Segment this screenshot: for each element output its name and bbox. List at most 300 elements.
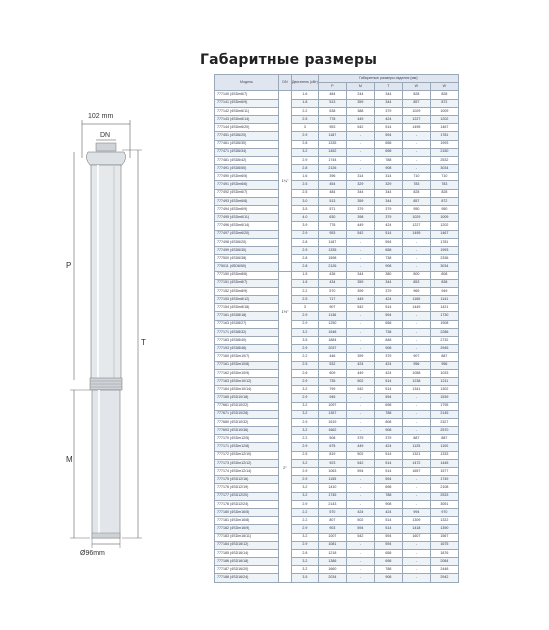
value-cell: 1730 [430,312,458,320]
value-cell: - [346,255,374,263]
value-cell: - [402,410,430,418]
value-cell: 828 [430,91,458,99]
value-cell: 502 [346,451,374,459]
value-cell: 542 [346,459,374,467]
value-cell: 630 [318,214,346,222]
table-row [215,402,459,410]
value-cell: 1009 [430,107,458,115]
value-cell: 3.2 [292,558,319,566]
table-row [215,181,459,189]
value-cell: 424 [374,443,402,451]
table-row [215,140,459,148]
model-cell: 777493 (4SDm6/8) [215,197,279,205]
value-cell: - [346,320,374,328]
value-cell: 2.2 [292,435,319,443]
table-header-row [215,75,459,83]
value-cell: - [346,246,374,254]
value-cell: 1567 [430,533,458,541]
model-cell: 777142 (4SDm6/11) [215,107,279,115]
value-cell: 1749 [430,476,458,484]
value-cell: 3034 [430,263,458,271]
value-cell: 2.9 [292,156,319,164]
value-cell: 2.5 [292,115,319,123]
value-cell: 1007 [318,533,346,541]
value-cell: 379 [374,435,402,443]
value-cell: 1449 [402,304,430,312]
model-cell: 777661 (4SD10/22) [215,402,279,410]
value-cell: 1657 [402,468,430,476]
value-cell: 2.8 [292,549,319,557]
value-cell: - [402,500,430,508]
value-cell: 2.9 [292,541,319,549]
value-cell: 872 [430,197,458,205]
value-cell: 1029 [402,107,430,115]
value-cell: 1675 [430,541,458,549]
model-cell: 777143 (4SDm6/14) [215,115,279,123]
value-cell: - [346,394,374,402]
value-cell: - [346,345,374,353]
table-row [215,500,459,508]
value-cell: 2.8 [292,165,319,173]
table-row [215,107,459,115]
value-cell: 658 [374,320,402,328]
value-cell: 1445 [430,459,458,467]
value-cell: 514 [374,377,402,385]
model-cell: 777187 (4SD16/20) [215,566,279,574]
value-cell: 1100 [430,443,458,451]
value-cell: 380 [374,271,402,279]
value-cell: 2037 [318,345,346,353]
table-row [215,377,459,385]
header-t: T [374,83,402,91]
value-cell: 970 [430,508,458,516]
value-cell: 2286 [430,328,458,336]
table-row [215,287,459,295]
value-cell: 449 [346,369,374,377]
header-model: Модель [215,75,279,91]
model-cell: 777174 (4SDm12/14) [215,468,279,476]
value-cell: 1795 [430,402,458,410]
value-cell: 344 [374,99,402,107]
page-title: Габаритные размеры [200,52,378,68]
value-cell: 698 [374,558,402,566]
value-cell: 449 [346,222,374,230]
dimensions-table [214,74,459,583]
value-cell: 853 [402,279,430,287]
value-cell: 1386 [318,558,346,566]
value-cell: 594 [374,312,402,320]
value-cell: 638 [318,107,346,115]
value-cell: 923 [318,459,346,467]
table-row [215,238,459,246]
value-cell: 1250 [318,320,346,328]
value-cell: 570 [318,508,346,516]
value-cell: 513 [318,99,346,107]
value-cell: 1539 [430,394,458,402]
value-cell: 344 [374,279,402,287]
model-cell: 777181 (4SDm16/8) [215,517,279,525]
value-cell: 778 [318,115,346,123]
value-cell: 344 [346,189,374,197]
value-cell: 514 [374,468,402,476]
header-dimensions-group: Габаритные размеры изделия (мм) [318,75,458,83]
header-power: Двигатель (кВт) [292,75,319,91]
value-cell: 949 [430,287,458,295]
header-p: P [318,83,346,91]
value-cell: 571 [318,206,346,214]
value-cell: 658 [374,246,402,254]
value-cell: 2.5 [292,296,319,304]
value-cell: 594 [374,541,402,549]
value-cell: 514 [374,304,402,312]
value-cell: 1238 [402,377,430,385]
model-cell: 777173 (4SDm12/12) [215,459,279,467]
table-row [215,410,459,418]
value-cell: - [402,156,430,164]
model-cell: 777176 (4SD12/19) [215,484,279,492]
model-cell: 777171 (4SD8/32) [215,328,279,336]
value-cell: 2126 [318,165,346,173]
table-row [215,476,459,484]
table-row [215,271,459,279]
table-row [215,361,459,369]
value-cell: 2732 [430,337,458,345]
value-cell: 848 [374,337,402,345]
value-cell: 1187 [318,132,346,140]
value-cell: 3.2 [292,459,319,467]
value-cell: 3.2 [292,148,319,156]
value-cell: 398 [346,214,374,222]
table-row [215,468,459,476]
value-cell: 1452 [318,148,346,156]
value-cell: 1202 [430,222,458,230]
value-cell: 2.2 [292,353,319,361]
value-cell: 887 [402,435,430,443]
dn-label: DN [100,132,111,139]
value-cell: 658 [374,140,402,148]
value-cell: 502 [346,377,374,385]
value-cell: 3.2 [292,328,319,336]
value-cell: 379 [374,353,402,361]
value-cell: 1548 [318,328,346,336]
value-cell: 1876 [430,549,458,557]
model-cell: 777150 (4SDm8/6) [215,271,279,279]
dn-cell: 1½" [279,271,292,353]
table-row [215,91,459,99]
value-cell: - [346,418,374,426]
value-cell: 1467 [430,230,458,238]
value-cell: 1227 [402,222,430,230]
value-cell: 1097 [318,402,346,410]
value-cell: 2.9 [292,132,319,140]
value-cell: 502 [346,517,374,525]
value-cell: 514 [374,124,402,132]
model-cell: 777494 (4SDm6/9) [215,206,279,214]
value-cell: - [402,418,430,426]
value-cell: - [402,132,430,140]
value-cell: - [346,558,374,566]
value-cell: 1335 [318,140,346,148]
model-cell: 777188 (4SD16/24) [215,574,279,582]
value-cell: 424 [346,361,374,369]
value-cell: 872 [430,99,458,107]
value-cell: 1418 [402,525,430,533]
header-w: W [402,83,430,91]
value-cell: 908 [374,345,402,353]
value-cell: 3.5 [292,206,319,214]
table-row [215,443,459,451]
value-cell: 514 [374,459,402,467]
value-cell: 956 [430,361,458,369]
value-cell: 908 [374,263,402,271]
model-cell: 777172 (4SDm12/10) [215,451,279,459]
table-row [215,99,459,107]
value-cell: 379 [346,206,374,214]
value-cell: 2.9 [292,246,319,254]
table-row [215,304,459,312]
value-cell: - [346,541,374,549]
value-cell: 2.8 [292,263,319,271]
value-cell: 532 [318,361,346,369]
value-cell: - [402,337,430,345]
value-cell: 2.5 [292,451,319,459]
table-row [215,435,459,443]
value-cell: 828 [430,189,458,197]
value-cell: 1467 [430,124,458,132]
value-cell: 3.2 [292,484,319,492]
value-cell: 1607 [402,533,430,541]
value-cell: 3051 [430,500,458,508]
value-cell: 956 [402,361,430,369]
value-cell: 2.2 [292,287,319,295]
value-cell: 2336 [430,255,458,263]
value-cell: 3.2 [292,410,319,418]
value-cell: 908 [374,165,402,173]
table-row [215,517,459,525]
value-cell: 994 [402,508,430,516]
value-cell: 344 [374,189,402,197]
model-cell: 777193 (4SD8/46) [215,345,279,353]
value-cell: 2570 [430,427,458,435]
value-cell: - [346,238,374,246]
value-cell: 344 [346,271,374,279]
value-cell: - [402,345,430,353]
value-cell: 542 [346,230,374,238]
value-cell: 828 [402,91,430,99]
value-cell: 1141 [430,296,458,304]
pump-cable-guard [86,152,125,165]
table-row [215,451,459,459]
model-cell: 777163 (4SDm10/12) [215,377,279,385]
value-cell: 1211 [430,377,458,385]
value-cell: 3.9 [292,222,319,230]
model-cell: 777491 (4SD6/50) [215,165,279,173]
value-cell: 2.9 [292,476,319,484]
value-cell: 594 [374,238,402,246]
value-cell: 359 [346,197,374,205]
value-cell: 2034 [318,574,346,582]
value-cell: 2945 [430,345,458,353]
value-cell: - [346,566,374,574]
table-row [215,541,459,549]
model-cell: 777178 (4SD12/24) [215,500,279,508]
value-cell: - [346,484,374,492]
table-row [215,427,459,435]
value-cell: 735 [318,377,346,385]
value-cell: - [346,165,374,173]
value-cell: 2084 [430,558,458,566]
value-cell: 3034 [430,165,458,173]
value-cell: 807 [318,517,346,525]
table-row [215,206,459,214]
value-cell: 2942 [430,574,458,582]
model-cell: 777186 (4SD16/18) [215,558,279,566]
value-cell: 542 [346,533,374,541]
value-cell: 484 [318,91,346,99]
table-row [215,165,459,173]
value-cell: 1421 [430,304,458,312]
value-cell: 2.9 [292,500,319,508]
value-cell: 1745 [318,492,346,500]
value-cell: 1993 [430,246,458,254]
value-cell: - [346,148,374,156]
value-cell: 857 [402,197,430,205]
m-label: M [66,455,73,464]
value-cell: 1165 [402,296,430,304]
value-cell: 1.8 [292,99,319,107]
value-cell: 738 [374,328,402,336]
value-cell: 828 [402,189,430,197]
value-cell: 609 [318,369,346,377]
value-cell: 513 [318,197,346,205]
value-cell: 1410 [318,484,346,492]
model-cell: 777500 (4SD6/38) [215,255,279,263]
value-cell: 1662 [318,427,346,435]
value-cell: 1063 [318,468,346,476]
value-cell: 788 [374,156,402,164]
value-cell: 2.9 [292,320,319,328]
value-cell: - [402,238,430,246]
table-row [215,296,459,304]
value-cell: 887 [430,435,458,443]
value-cell: 1.6 [292,91,319,99]
value-cell: 1058 [402,369,430,377]
value-cell: 424 [374,369,402,377]
value-cell: 783 [430,181,458,189]
value-cell: 1333 [430,451,458,459]
value-cell: 953 [318,124,346,132]
value-cell: 2.5 [292,181,319,189]
value-cell: 2.9 [292,312,319,320]
value-cell: - [402,492,430,500]
value-cell: - [402,328,430,336]
header-w2: W [430,83,458,91]
value-cell: 698 [374,148,402,156]
value-cell: 2.6 [292,369,319,377]
value-cell: 594 [374,132,402,140]
value-cell: - [346,328,374,336]
value-cell: 424 [374,115,402,123]
value-cell: - [346,337,374,345]
value-cell: 2.9 [292,443,319,451]
value-cell: 2145 [430,410,458,418]
value-cell: 1009 [430,214,458,222]
value-cell: 2.9 [292,377,319,385]
model-cell: 777185 (4SD16/14) [215,549,279,557]
value-cell: - [402,484,430,492]
table-row [215,230,459,238]
table-row [215,197,459,205]
value-cell: 1577 [430,468,458,476]
width-label: 102 mm [88,113,114,120]
model-cell: 777164 (4SDm10/14) [215,386,279,394]
value-cell: 434 [318,279,346,287]
value-cell: 3.2 [292,402,319,410]
model-cell: 777165 (4SD10/18) [215,394,279,402]
value-cell: - [346,500,374,508]
value-cell: 1744 [318,156,346,164]
value-cell: 698 [374,402,402,410]
value-cell: 2327 [430,418,458,426]
value-cell: 3.5 [292,337,319,345]
model-cell: 777171 (4SDm12/8) [215,443,279,451]
model-cell: 777180 (4SDm16/5) [215,508,279,516]
value-cell: 344 [374,197,402,205]
value-cell: 454 [318,181,346,189]
value-cell: 424 [374,222,402,230]
table-row [215,549,459,557]
value-cell: - [402,541,430,549]
header-dn: DN [279,75,292,91]
model-cell: 777693 (4SD10/36) [215,427,279,435]
model-cell: 777680 (4SD10/32) [215,418,279,426]
table-row [215,156,459,164]
value-cell: 1309 [402,517,430,525]
table-row [215,345,459,353]
value-cell: - [346,476,374,484]
model-cell: 777492 (4SDm6/7) [215,189,279,197]
value-cell: 594 [346,525,374,533]
table-row [215,508,459,516]
value-cell: 424 [374,361,402,369]
value-cell: 1029 [402,214,430,222]
value-cell: - [346,492,374,500]
value-cell: - [346,549,374,557]
value-cell: 1495 [402,124,430,132]
value-cell: 446 [318,353,346,361]
value-cell: 1.5 [292,271,319,279]
p-label: P [66,261,72,270]
value-cell: 3 [292,124,319,132]
value-cell: 379 [346,435,374,443]
value-cell: 3.5 [292,574,319,582]
value-cell: - [402,558,430,566]
pump-hydraulic-body [91,165,121,380]
value-cell: 783 [402,181,430,189]
value-cell: 424 [374,508,402,516]
table-row [215,574,459,582]
value-cell: 738 [374,255,402,263]
value-cell: 2.2 [292,107,319,115]
value-cell: - [402,476,430,484]
dn-cell: 1¼" [279,91,292,271]
table-row [215,148,459,156]
table-row [215,369,459,377]
dn-cell: 2" [279,353,292,582]
value-cell: 2.9 [292,468,319,476]
table-row [215,337,459,345]
model-cell: 777491 (4SDm6/6) [215,181,279,189]
